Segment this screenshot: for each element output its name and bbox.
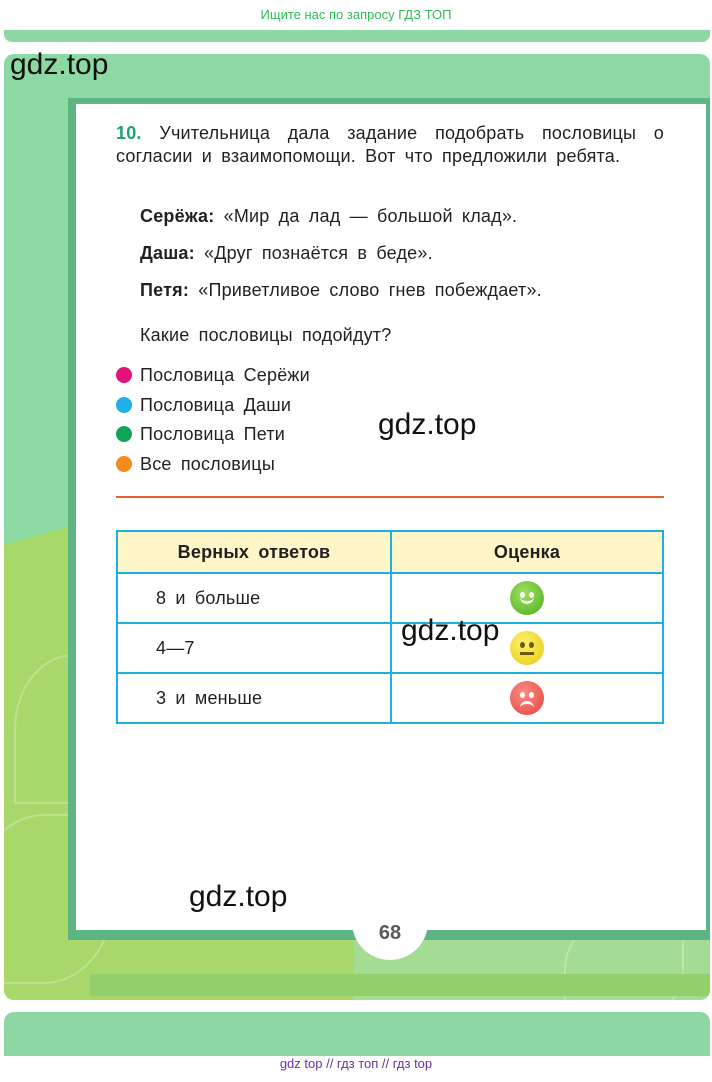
correct-answers-cell: 3 и меньше xyxy=(117,673,391,723)
option-label: Все пословицы xyxy=(140,454,275,474)
answer-option[interactable] xyxy=(116,365,310,386)
section-divider xyxy=(116,496,664,498)
bottom-strip xyxy=(4,1012,710,1056)
bottom-band xyxy=(90,974,710,996)
footer-text: gdz top // гдз топ // гдз top xyxy=(279,1056,433,1071)
watermark: gdz.top xyxy=(10,48,109,81)
proverb-text: «Приветливое слово гнев побеждает». xyxy=(198,280,542,300)
orange-dot-icon xyxy=(116,456,132,472)
option-label: Пословица Даши xyxy=(140,395,292,415)
magenta-dot-icon xyxy=(116,367,132,383)
answer-line xyxy=(140,243,433,264)
banner-text: Ищите нас по запросу ГДЗ ТОП xyxy=(260,7,452,22)
table-row xyxy=(117,673,663,723)
watermark: gdz.top xyxy=(378,408,477,441)
grading-table xyxy=(116,530,664,724)
task-number: 10. xyxy=(116,123,142,143)
student-name: Петя: xyxy=(140,280,190,300)
top-strip xyxy=(4,30,710,42)
answer-option[interactable] xyxy=(116,454,275,475)
sad-face-icon xyxy=(510,681,544,715)
grade-cell xyxy=(391,673,663,723)
correct-answers-cell: 8 и больше xyxy=(117,573,391,623)
textbook-page xyxy=(76,104,706,930)
answer-line xyxy=(140,206,517,227)
watermark: gdz.top xyxy=(401,614,500,647)
answer-option[interactable] xyxy=(116,395,291,416)
table-row xyxy=(117,573,663,623)
green-dot-icon xyxy=(116,426,132,442)
table-row xyxy=(117,623,663,673)
neutral-face-icon xyxy=(510,631,544,665)
question-text: Какие пословицы подойдут? xyxy=(140,325,392,345)
blue-dot-icon xyxy=(116,397,132,413)
table-header-row xyxy=(117,531,663,573)
page-number: 68 xyxy=(378,922,402,944)
student-name: Даша: xyxy=(140,243,195,263)
column-header: Оценка xyxy=(391,531,663,573)
proverb-text: «Мир да лад — большой клад». xyxy=(223,206,518,226)
happy-face-icon xyxy=(510,581,544,615)
column-header: Верных ответов xyxy=(117,531,391,573)
watermark: gdz.top xyxy=(189,880,288,913)
correct-answers-cell: 4—7 xyxy=(117,623,391,673)
option-label: Пословица Серёжи xyxy=(140,365,310,385)
option-label: Пословица Пети xyxy=(140,424,286,444)
answer-line xyxy=(140,280,542,301)
proverb-text: «Друг познаётся в беде». xyxy=(204,243,433,263)
answer-option[interactable] xyxy=(116,424,285,445)
task-text xyxy=(116,122,664,168)
student-name: Серёжа: xyxy=(140,206,215,226)
task-statement: Учительница дала задание подобрать пословицы о согласии и взаимопомощи. Вот что предложили ребята. xyxy=(116,123,664,166)
